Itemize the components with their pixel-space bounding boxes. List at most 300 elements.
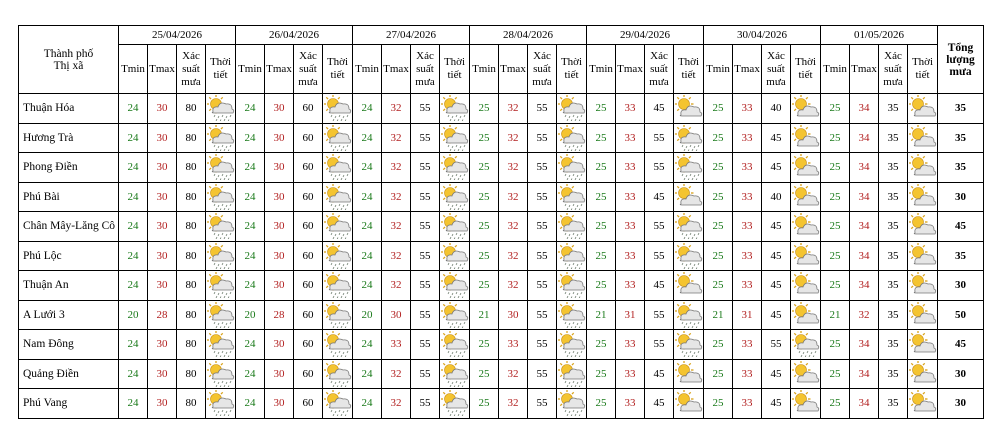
tmax-value: 33 [733, 271, 762, 301]
sun-cloud-rain-icon [441, 95, 469, 121]
tmax-value: 30 [499, 300, 528, 330]
rain-probability-value: 55 [411, 94, 440, 124]
table-row [19, 123, 984, 153]
tmax-value: 30 [265, 271, 294, 301]
rain-probability-value: 55 [645, 212, 674, 242]
tmax-header: Tmax [850, 45, 879, 94]
rain-probability-value: 80 [177, 300, 206, 330]
city-name: Phong Điền [19, 153, 119, 183]
tmin-value: 25 [470, 94, 499, 124]
city-column-header: Thành phố Thị xã [19, 26, 119, 94]
rain-probability-value: 45 [645, 271, 674, 301]
weather-cell [908, 300, 938, 330]
table-row [19, 182, 984, 212]
sun-cloud-icon [675, 95, 703, 121]
sun-cloud-rain-icon [675, 154, 703, 180]
weather-cell [557, 212, 587, 242]
weather-cell [206, 359, 236, 389]
rain-probability-value: 55 [411, 300, 440, 330]
tmax-value: 30 [265, 123, 294, 153]
sun-cloud-rain-icon [324, 184, 352, 210]
rain-probability-value: 55 [528, 212, 557, 242]
sun-cloud-icon [909, 95, 937, 121]
tmax-value: 32 [382, 123, 411, 153]
tmax-value: 34 [850, 182, 879, 212]
sun-cloud-icon [792, 390, 820, 416]
weather-cell [791, 182, 821, 212]
rain-probability-value: 35 [879, 241, 908, 271]
rain-probability-value: 80 [177, 330, 206, 360]
city-name: Nam Đông [19, 330, 119, 360]
tmin-header: Tmin [236, 45, 265, 94]
sun-cloud-icon [792, 302, 820, 328]
tmax-value: 33 [616, 389, 645, 419]
total-rain-value: 50 [938, 300, 984, 330]
rain-probability-value: 60 [294, 153, 323, 183]
sun-cloud-rain-icon [558, 95, 586, 121]
rain-probability-value: 35 [879, 359, 908, 389]
weather-cell [323, 153, 353, 183]
tmax-header: Tmax [265, 45, 294, 94]
tmin-value: 25 [821, 212, 850, 242]
weather-cell [440, 123, 470, 153]
tmax-value: 34 [850, 241, 879, 271]
tmax-value: 32 [382, 94, 411, 124]
weather-header: Thời tiết [908, 45, 938, 94]
rain-probability-value: 60 [294, 300, 323, 330]
rain-probability-value: 60 [294, 389, 323, 419]
tmin-value: 24 [236, 330, 265, 360]
rain-probability-value: 45 [762, 153, 791, 183]
tmin-value: 25 [821, 389, 850, 419]
weather-cell [674, 241, 704, 271]
table-row [19, 389, 984, 419]
sun-cloud-rain-icon [558, 272, 586, 298]
tmax-value: 32 [499, 389, 528, 419]
tmax-value: 30 [265, 330, 294, 360]
tmax-value: 33 [733, 123, 762, 153]
total-rain-value: 45 [938, 212, 984, 242]
tmax-header: Tmax [148, 45, 177, 94]
header-row-columns [19, 45, 984, 94]
rain-probability-value: 80 [177, 359, 206, 389]
weather-cell [674, 182, 704, 212]
weather-cell [323, 359, 353, 389]
tmin-value: 25 [704, 241, 733, 271]
tmax-value: 30 [148, 389, 177, 419]
sun-cloud-icon [792, 184, 820, 210]
rain-probability-value: 60 [294, 359, 323, 389]
weather-cell [908, 212, 938, 242]
date-header: 27/04/2026 [353, 26, 470, 45]
sun-cloud-rain-icon [441, 331, 469, 357]
tmin-value: 25 [470, 359, 499, 389]
tmin-value: 24 [236, 389, 265, 419]
tmax-value: 34 [850, 389, 879, 419]
city-name: Phú Bài [19, 182, 119, 212]
weather-cell [206, 271, 236, 301]
sun-cloud-icon [909, 213, 937, 239]
weather-cell [908, 241, 938, 271]
tmin-value: 25 [704, 359, 733, 389]
rain-probability-value: 55 [528, 330, 557, 360]
weather-cell [206, 182, 236, 212]
sun-cloud-rain-icon [207, 243, 235, 269]
rain-probability-value: 55 [528, 389, 557, 419]
tmin-value: 25 [587, 94, 616, 124]
sun-cloud-rain-icon [324, 125, 352, 151]
weather-cell [908, 182, 938, 212]
tmax-value: 34 [850, 330, 879, 360]
rain-probability-value: 55 [528, 123, 557, 153]
weather-cell [557, 153, 587, 183]
rain-probability-value: 60 [294, 330, 323, 360]
weather-cell [674, 300, 704, 330]
tmin-value: 24 [119, 182, 148, 212]
rain-probability-value: 55 [528, 153, 557, 183]
city-name: Thuận Hóa [19, 94, 119, 124]
tmax-header: Tmax [616, 45, 645, 94]
tmin-value: 25 [821, 94, 850, 124]
tmax-value: 33 [733, 389, 762, 419]
sun-cloud-icon [792, 213, 820, 239]
tmax-value: 33 [616, 212, 645, 242]
tmin-value: 25 [587, 212, 616, 242]
tmin-value: 24 [353, 182, 382, 212]
rain-probability-value: 55 [411, 212, 440, 242]
weather-cell [791, 359, 821, 389]
rain-probability-value: 55 [528, 300, 557, 330]
tmax-value: 32 [499, 241, 528, 271]
date-header: 30/04/2026 [704, 26, 821, 45]
sun-cloud-rain-icon [675, 331, 703, 357]
rain-probability-value: 35 [879, 212, 908, 242]
date-header: 25/04/2026 [119, 26, 236, 45]
rain-probability-value: 45 [762, 300, 791, 330]
tmin-value: 20 [353, 300, 382, 330]
weather-cell [323, 94, 353, 124]
sun-cloud-rain-icon [324, 154, 352, 180]
tmin-value: 25 [470, 182, 499, 212]
tmax-value: 32 [382, 241, 411, 271]
tmax-value: 32 [499, 271, 528, 301]
tmax-value: 32 [382, 182, 411, 212]
city-name: A Lưới 3 [19, 300, 119, 330]
weather-cell [791, 153, 821, 183]
tmax-value: 30 [148, 153, 177, 183]
rain-probability-value: 80 [177, 123, 206, 153]
weather-cell [206, 300, 236, 330]
weather-header: Thời tiết [674, 45, 704, 94]
sun-cloud-rain-icon [558, 154, 586, 180]
weather-cell [791, 241, 821, 271]
sun-cloud-rain-icon [441, 272, 469, 298]
weather-cell [557, 359, 587, 389]
tmin-value: 25 [587, 182, 616, 212]
sun-cloud-rain-icon [558, 184, 586, 210]
weather-cell [440, 94, 470, 124]
weather-cell [206, 94, 236, 124]
tmin-value: 24 [236, 241, 265, 271]
rain-probability-value: 55 [528, 271, 557, 301]
sun-cloud-rain-icon [441, 243, 469, 269]
rain-probability-value: 55 [528, 94, 557, 124]
sun-cloud-icon [675, 272, 703, 298]
rain-probability-value: 55 [528, 182, 557, 212]
rain-probability-value: 60 [294, 94, 323, 124]
tmin-value: 25 [704, 182, 733, 212]
tmax-value: 32 [382, 359, 411, 389]
tmax-value: 33 [616, 271, 645, 301]
tmax-value: 33 [616, 330, 645, 360]
sun-cloud-rain-icon [441, 184, 469, 210]
weather-cell [791, 389, 821, 419]
weather-cell [206, 389, 236, 419]
weather-cell [206, 123, 236, 153]
weather-cell [557, 300, 587, 330]
tmax-value: 34 [850, 153, 879, 183]
tmin-value: 25 [704, 153, 733, 183]
sun-cloud-rain-icon [207, 302, 235, 328]
weather-cell [557, 389, 587, 419]
tmax-value: 33 [616, 241, 645, 271]
tmin-value: 24 [119, 241, 148, 271]
sun-cloud-icon [792, 95, 820, 121]
tmin-value: 25 [821, 330, 850, 360]
tmax-header: Tmax [733, 45, 762, 94]
sun-cloud-rain-icon [324, 213, 352, 239]
sun-cloud-rain-icon [558, 125, 586, 151]
tmax-value: 33 [733, 330, 762, 360]
rain-probability-value: 45 [762, 389, 791, 419]
tmin-value: 25 [821, 153, 850, 183]
weather-cell [323, 241, 353, 271]
tmax-value: 32 [499, 123, 528, 153]
sun-cloud-rain-icon [324, 390, 352, 416]
city-name: Hương Trà [19, 123, 119, 153]
tmax-value: 32 [850, 300, 879, 330]
tmin-header: Tmin [353, 45, 382, 94]
tmax-value: 28 [265, 300, 294, 330]
rain-probability-value: 80 [177, 212, 206, 242]
table-row [19, 212, 984, 242]
rain-probability-value: 45 [762, 359, 791, 389]
forecast-table [18, 25, 984, 419]
rain-probability-value: 55 [762, 330, 791, 360]
sun-cloud-icon [909, 243, 937, 269]
rain-probability-header: Xác suất mưa [411, 45, 440, 94]
weather-cell [323, 300, 353, 330]
tmax-value: 32 [382, 153, 411, 183]
tmin-value: 25 [587, 389, 616, 419]
rain-probability-value: 35 [879, 330, 908, 360]
rain-probability-value: 55 [645, 330, 674, 360]
tmin-value: 21 [821, 300, 850, 330]
weather-cell [557, 182, 587, 212]
weather-cell [440, 300, 470, 330]
rain-probability-value: 60 [294, 123, 323, 153]
sun-cloud-rain-icon [675, 213, 703, 239]
tmax-header: Tmax [499, 45, 528, 94]
tmin-value: 24 [236, 94, 265, 124]
tmax-value: 31 [733, 300, 762, 330]
rain-probability-value: 35 [879, 182, 908, 212]
sun-cloud-icon [675, 361, 703, 387]
rain-probability-value: 45 [645, 182, 674, 212]
rain-probability-value: 35 [879, 300, 908, 330]
tmax-value: 33 [616, 123, 645, 153]
tmin-value: 24 [353, 123, 382, 153]
table-row [19, 359, 984, 389]
sun-cloud-icon [909, 154, 937, 180]
weather-cell [791, 94, 821, 124]
sun-cloud-icon [675, 390, 703, 416]
sun-cloud-rain-icon [207, 272, 235, 298]
total-rain-value: 30 [938, 359, 984, 389]
tmax-value: 32 [499, 153, 528, 183]
rain-probability-value: 55 [411, 359, 440, 389]
rain-probability-header: Xác suất mưa [762, 45, 791, 94]
rain-probability-value: 45 [762, 123, 791, 153]
rain-probability-value: 55 [411, 271, 440, 301]
tmax-value: 34 [850, 359, 879, 389]
tmax-value: 32 [382, 212, 411, 242]
weather-cell [206, 212, 236, 242]
tmin-value: 24 [353, 212, 382, 242]
total-rain-value: 30 [938, 182, 984, 212]
tmin-value: 25 [704, 389, 733, 419]
city-name: Thuận An [19, 271, 119, 301]
rain-probability-value: 35 [879, 153, 908, 183]
sun-cloud-rain-icon [441, 125, 469, 151]
rain-probability-value: 45 [645, 389, 674, 419]
tmin-value: 20 [119, 300, 148, 330]
weather-cell [908, 330, 938, 360]
weather-header: Thời tiết [323, 45, 353, 94]
tmin-value: 24 [353, 241, 382, 271]
sun-cloud-icon [909, 272, 937, 298]
weather-cell [674, 212, 704, 242]
tmax-value: 30 [265, 153, 294, 183]
tmax-value: 30 [265, 212, 294, 242]
rain-probability-value: 35 [879, 271, 908, 301]
weather-cell [674, 153, 704, 183]
tmin-value: 24 [236, 359, 265, 389]
weather-cell [674, 330, 704, 360]
weather-header: Thời tiết [440, 45, 470, 94]
rain-probability-value: 80 [177, 153, 206, 183]
tmax-value: 34 [850, 123, 879, 153]
tmin-value: 25 [587, 123, 616, 153]
tmin-value: 24 [353, 330, 382, 360]
rain-probability-header: Xác suất mưa [294, 45, 323, 94]
tmax-value: 34 [850, 94, 879, 124]
date-header: 28/04/2026 [470, 26, 587, 45]
rain-probability-value: 55 [645, 300, 674, 330]
tmin-value: 25 [587, 330, 616, 360]
rain-probability-header: Xác suất mưa [177, 45, 206, 94]
tmin-value: 24 [119, 389, 148, 419]
weather-cell [791, 330, 821, 360]
weather-cell [440, 330, 470, 360]
weather-cell [440, 212, 470, 242]
rain-probability-value: 55 [528, 241, 557, 271]
tmax-value: 30 [148, 359, 177, 389]
tmax-value: 32 [382, 271, 411, 301]
total-rain-value: 30 [938, 389, 984, 419]
tmin-value: 25 [821, 271, 850, 301]
rain-probability-value: 55 [528, 359, 557, 389]
tmax-value: 30 [148, 271, 177, 301]
sun-cloud-rain-icon [324, 302, 352, 328]
forecast-table-container [18, 25, 984, 419]
rain-probability-value: 60 [294, 241, 323, 271]
weather-cell [440, 153, 470, 183]
weather-cell [791, 123, 821, 153]
weather-header: Thời tiết [791, 45, 821, 94]
tmax-value: 33 [733, 182, 762, 212]
rain-probability-value: 55 [411, 241, 440, 271]
weather-cell [791, 212, 821, 242]
tmin-header: Tmin [704, 45, 733, 94]
tmin-value: 24 [119, 123, 148, 153]
sun-cloud-rain-icon [558, 243, 586, 269]
tmin-value: 25 [470, 330, 499, 360]
sun-cloud-rain-icon [441, 302, 469, 328]
total-rain-value: 35 [938, 94, 984, 124]
weather-cell [674, 123, 704, 153]
rain-probability-value: 35 [879, 123, 908, 153]
table-row [19, 241, 984, 271]
tmax-value: 30 [148, 123, 177, 153]
tmax-value: 33 [616, 182, 645, 212]
tmax-value: 33 [733, 359, 762, 389]
table-row [19, 153, 984, 183]
rain-probability-value: 60 [294, 212, 323, 242]
weather-cell [674, 94, 704, 124]
rain-probability-value: 45 [762, 212, 791, 242]
sun-cloud-icon [792, 272, 820, 298]
sun-cloud-rain-icon [207, 390, 235, 416]
sun-cloud-rain-icon [207, 184, 235, 210]
tmin-value: 24 [119, 94, 148, 124]
weather-cell [908, 123, 938, 153]
rain-probability-value: 55 [645, 153, 674, 183]
weather-cell [557, 94, 587, 124]
rain-probability-value: 45 [645, 94, 674, 124]
date-header: 26/04/2026 [236, 26, 353, 45]
sun-cloud-rain-icon [675, 302, 703, 328]
tmin-value: 25 [587, 241, 616, 271]
sun-cloud-rain-icon [441, 213, 469, 239]
total-rain-value: 35 [938, 241, 984, 271]
tmin-header: Tmin [119, 45, 148, 94]
city-name: Phú Lộc [19, 241, 119, 271]
tmin-value: 25 [470, 271, 499, 301]
rain-probability-value: 45 [645, 359, 674, 389]
city-name: Chân Mây-Lăng Cô [19, 212, 119, 242]
tmax-value: 33 [733, 241, 762, 271]
weather-cell [440, 389, 470, 419]
tmax-value: 33 [382, 330, 411, 360]
tmin-value: 24 [353, 271, 382, 301]
weather-cell [557, 271, 587, 301]
tmin-value: 21 [704, 300, 733, 330]
weather-cell [908, 389, 938, 419]
sun-cloud-rain-icon [558, 390, 586, 416]
tmax-value: 32 [499, 182, 528, 212]
tmin-value: 25 [821, 182, 850, 212]
